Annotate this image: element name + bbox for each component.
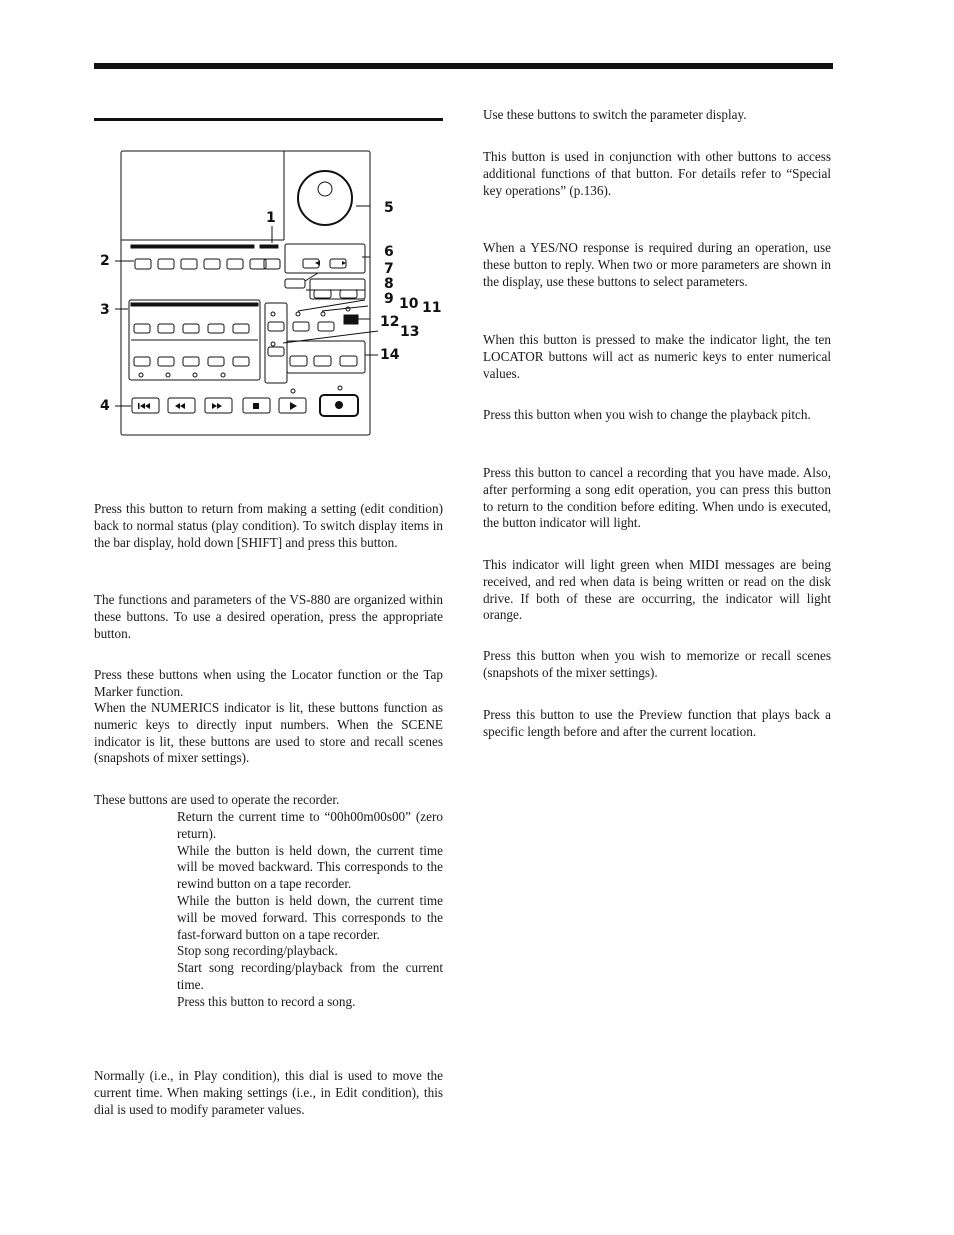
zero-return-item: Return the current time to “00h00m00s00” (zero return). <box>177 809 443 841</box>
svg-text:2: 2 <box>100 253 110 269</box>
dial-description: Normally (i.e., in Play condition), this dial is used to move the current time. When making settings (i.e., in Edit condition), this dial is used to modify parameter values. <box>94 1068 443 1117</box>
record-item: Press this button to record a song. <box>177 993 356 1009</box>
locator-description: Press these buttons when using the Locator function or the Tap Marker function. <box>94 667 443 699</box>
recorder-button-list <box>177 809 443 1011</box>
scene-description: Press this button when you wish to memorize or recall scenes (snapshots of the mixer settings). <box>483 648 831 680</box>
section-rule <box>94 118 443 121</box>
svg-text:12: 12 <box>380 314 400 330</box>
fast-forward-item: While the button is held down, the current time will be moved forward. This corresponds to the fast-forward button on a tape recorder. <box>177 892 443 942</box>
recorder-intro: These buttons are used to operate the recorder. <box>94 792 340 807</box>
numerics-button-description: When this button is pressed to make the indicator light, the ten LOCATOR buttons will act as numeric keys to enter numerical values. <box>483 332 831 381</box>
svg-text:14: 14 <box>380 347 400 363</box>
indicator-description: This indicator will light green when MIDI messages are being received, and red when data is being written or read on the disk drive. If both of these are occurring, the indicator will light orange. <box>483 557 831 623</box>
svg-text:8: 8 <box>384 276 394 292</box>
stop-item: Stop song recording/playback. <box>177 943 338 959</box>
pitch-description: Press this button when you wish to change the playback pitch. <box>483 407 811 422</box>
svg-text:13: 13 <box>400 324 420 340</box>
shift-description: This button is used in conjunction with other buttons to access additional functions of that button. For details refer to “Special key operations” (p.136). <box>483 149 831 198</box>
undo-description: Press this button to cancel a recording that you have made. Also, after performing a song edit operation, you can press this button to return to the condition before editing. When undo is executed, the button indicator will light. <box>483 465 831 531</box>
svg-text:4: 4 <box>100 398 110 414</box>
svg-text:3: 3 <box>100 302 110 318</box>
rewind-item: While the button is held down, the current time will be moved backward. This corresponds to the rewind button on a tape recorder. <box>177 842 443 892</box>
display-buttons-description: Use these buttons to switch the parameter display. <box>483 107 747 122</box>
svg-text:9: 9 <box>384 291 394 307</box>
svg-text:7: 7 <box>384 261 394 277</box>
svg-text:11: 11 <box>422 300 442 316</box>
svg-text:10: 10 <box>399 296 419 312</box>
top-rule <box>94 63 833 69</box>
svg-text:6: 6 <box>384 244 394 260</box>
svg-text:1: 1 <box>266 210 276 226</box>
exit-description: Press this button to return from making a setting (edit condition) back to normal status (play condition). To switch display items in the bar display, hold down [SHIFT] and press this button. <box>94 501 443 550</box>
preview-description: Press this button to use the Preview function that plays back a specific length before and after the current location. <box>483 707 831 739</box>
numerics-scene-description: When the NUMERICS indicator is lit, these buttons function as numeric keys to directly input numbers. When the SCENE indicator is lit, these buttons are used to store and recall scenes (snapshots of mixer settings). <box>94 700 443 766</box>
yes-no-description: When a YES/NO response is required during an operation, use these button to reply. When two or more parameters are shown in the display, use these buttons to select parameters. <box>483 240 831 289</box>
play-item: Start song recording/playback from the current time. <box>177 960 443 992</box>
svg-text:5: 5 <box>384 200 394 216</box>
panel-illustration <box>100 148 445 440</box>
function-buttons-description: The functions and parameters of the VS-880 are organized within these buttons. To use a desired operation, press the appropriate button. <box>94 592 443 641</box>
